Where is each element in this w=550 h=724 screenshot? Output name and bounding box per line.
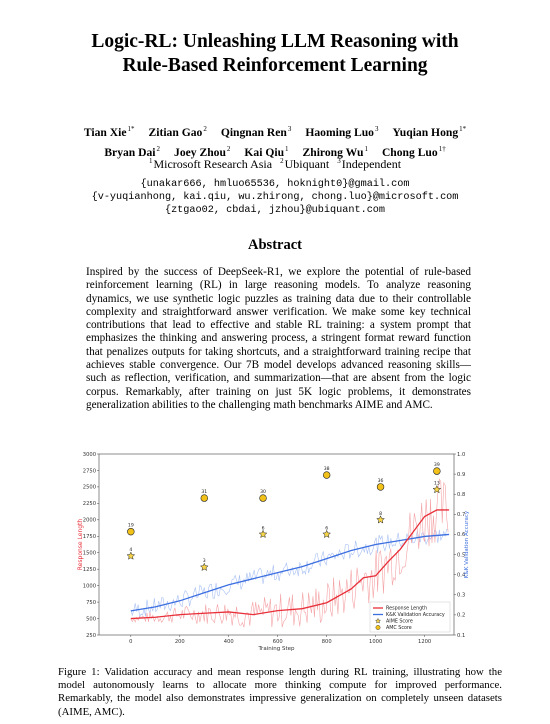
affiliation-mark: 3 [337,157,341,165]
y-right-tick-label: 0.4 [457,572,466,579]
y-left-axis-label: Response Length [77,518,84,571]
author-name: Qingnan Ren$^3$ [220,125,292,139]
email-line: {v-yuqianhong, kai.qiu, wu.zhirong, chong.luo}@microsoft.com [91,192,459,203]
y-right-tick-label: 0.6 [457,532,466,539]
y-right-tick-label: 0.3 [457,592,466,599]
x-tick-label: 600 [272,639,283,645]
legend-label: AMC Score [386,626,412,632]
figure-1 [74,446,474,663]
amc-score-point [323,472,330,479]
y-left-tick-label: 1000 [82,583,96,590]
author-affiliation-mark: 1* [459,125,467,133]
author-affiliation-mark: 3 [374,125,379,133]
aime-score-point [259,530,267,537]
x-tick-label: 800 [321,639,332,645]
amc-score-point [377,484,384,491]
amc-score-point [260,495,267,502]
author-name: Zitian Gao$^2$ [148,125,207,139]
affiliation-mark: 1 [148,157,153,165]
y-left-tick-label: 750 [86,599,96,606]
y-right-tick-label: 1.0 [457,451,466,458]
amc-score-label: 39 [433,463,440,469]
x-axis-label: Training Step [258,646,295,652]
amc-score-point [433,468,440,475]
aime-score-point [323,530,331,537]
y-right-tick-label: 0.1 [457,632,466,639]
aime-score-point [200,563,208,570]
aime-score-label: 4 [129,548,133,554]
y-right-tick-label: 0.2 [457,612,466,619]
training-chart [74,446,474,658]
abstract-text: Inspired by the success of DeepSeek-R1, we explore the potential of rule-based reinforcement learning (RL) in large reasoning models. To analyze reasoning dynamics, we use synthetic logic puzzles as training data due to their controllable complexity and straightforward answer verification. We make some key technical contributions that lead to effective and stable RL training: a system prompt that emphasizes the thinking and answering process, a stringent format reward function that penalizes outputs for taking shortcuts, and a straightforward training recipe that achieves stable convergence. Our 7B model develops advanced reasoning skills—such as reflection, verification, and summarization—that are absent from the logic corpus. Remarkably, after training on just 5K logic problems, it demonstrates generalization abilities to the challenging math benchmarks AIME and AMC. [86,266,471,411]
aime-score-label: 8 [379,511,383,517]
y-left-tick-label: 3000 [82,451,96,458]
author-affiliation-mark: 1 [285,145,289,153]
title-line-2: Rule-Based Reinforcement Learning [122,55,428,76]
amc-score-label: 31 [201,490,208,496]
author-affiliation-mark: 1 [364,145,368,153]
author-name: Yuqian Hong$^{1*}$ [392,125,467,139]
amc-score-label: 38 [323,467,330,473]
affiliation [280,157,329,171]
affiliation-mark: 2 [280,157,284,165]
y-left-tick-label: 1500 [82,550,96,557]
affiliation-name: Ubiquant [284,157,330,171]
affiliation-name: Microsoft Research Asia [153,157,273,171]
x-tick-label: 0 [129,639,133,645]
x-tick-label: 200 [174,639,185,645]
x-tick-label: 1000 [369,639,383,645]
email-block [0,178,550,217]
y-left-tick-label: 1250 [82,566,96,573]
abstract-heading: Abstract [248,237,302,253]
y-left-tick-label: 2750 [82,468,96,475]
author-name: Chong Luo$^{1\dagger}$ [381,145,446,159]
x-tick-label: 1200 [418,639,432,645]
affiliation [149,157,272,171]
legend-label: Response Length [386,606,428,612]
author-affiliation-mark: 3 [287,125,292,133]
aime-score-point [433,486,441,493]
y-left-tick-label: 250 [86,632,96,639]
y-right-tick-label: 0.8 [457,492,466,499]
amc-score-label: 30 [260,490,266,496]
author-name: Zhirong Wu$^1$ [302,145,368,159]
author-affiliation-mark: 1† [438,145,446,153]
affiliations [0,157,550,172]
aime-score-label: 6 [325,526,329,532]
author-name: Joey Zhou$^2$ [174,145,231,159]
affiliation-name: Independent [341,157,402,171]
paper-title [0,30,550,78]
author-name: Bryan Dai$^2$ [104,145,161,159]
aime-score-label: 3 [202,559,206,565]
figure-caption: Figure 1: Validation accuracy and mean response length during RL training, illustrating how the model autonomously learns to allocate more thinking compute for improved performance. Remarkably, the model also demonstrates impressive generalization on completely unseen datasets (AIME, AMC). [58,666,502,718]
amc-score-label: 36 [377,478,384,484]
email-line: {unakar666, hmluo65536, hoknight0}@gmail.com [140,179,410,190]
author-name: Kai Qiu$^1$ [244,145,289,159]
amc-score-point [127,528,134,535]
author-list [0,121,550,161]
legend-swatch [376,625,380,629]
y-right-tick-label: 0.7 [457,512,466,519]
aime-score-label: 6 [261,526,265,532]
author-name: Haoming Luo$^3$ [305,125,379,139]
aime-score-point [127,552,135,559]
y-right-tick-label: 0.9 [457,471,466,478]
author-affiliation-mark: 2 [156,145,161,153]
y-left-tick-label: 1750 [82,534,96,541]
author-row [0,121,550,141]
y-right-axis-label: K&K Validation Accuracy [464,510,470,579]
legend-label: K&K Validation Accuracy [386,613,445,619]
y-left-tick-label: 2250 [82,501,96,508]
x-tick-label: 400 [223,639,234,645]
aime-score-label: 13 [433,481,440,487]
author-affiliation-mark: 1* [127,125,135,133]
legend-label: AIME Score [386,619,413,625]
author-affiliation-mark: 2 [226,145,231,153]
email-line: {ztgao02, cbdai, jzhou}@ubiquant.com [164,205,386,216]
author-affiliation-mark: 2 [203,125,207,133]
y-left-tick-label: 2000 [82,517,96,524]
y-right-tick-label: 0.5 [457,552,466,559]
author-name: Tian Xie$^{1*}$ [83,125,135,139]
aime-score-point [377,516,385,523]
y-left-tick-label: 2500 [82,484,96,491]
amc-score-point [201,495,208,502]
title-line-1: Logic-RL: Unleashing LLM Reasoning with [91,31,459,52]
y-left-tick-label: 500 [86,616,96,623]
amc-score-label: 19 [127,523,134,529]
affiliation [337,157,401,171]
